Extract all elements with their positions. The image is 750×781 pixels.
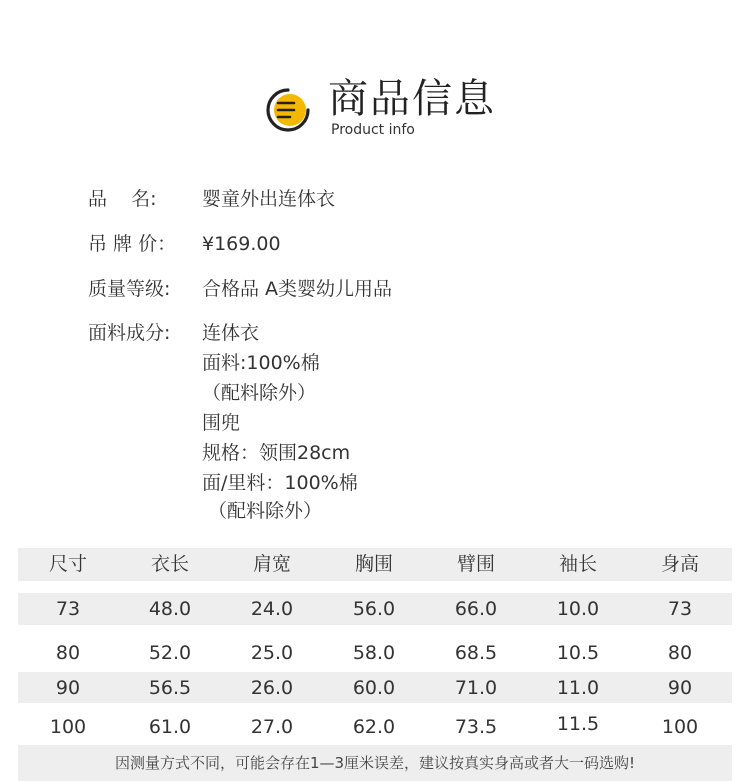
composition-line: 规格：领围28cm — [202, 442, 351, 464]
table-cell: 90 — [667, 677, 693, 699]
composition-line: 面/里料：100%棉 — [202, 472, 358, 494]
info-value: ¥169.00 — [202, 233, 281, 255]
table-cell: 61.0 — [148, 716, 192, 738]
table-cell: 52.0 — [148, 642, 192, 664]
composition-line: （配料除外） — [202, 382, 317, 404]
table-cell: 48.0 — [148, 598, 192, 620]
table-header-cell: 尺寸 — [48, 553, 87, 575]
table-header-cell: 臂围 — [456, 553, 495, 575]
info-label: 吊 牌 价： — [88, 233, 177, 255]
table-cell: 56.0 — [352, 598, 396, 620]
table-cell: 10.5 — [556, 642, 600, 664]
table-cell: 62.0 — [352, 716, 396, 738]
composition-line: 围兜 — [202, 412, 241, 434]
page-subtitle: Product info — [331, 122, 415, 138]
table-cell: 68.5 — [454, 642, 498, 664]
table-cell: 73 — [667, 598, 693, 620]
table-cell: 73 — [55, 598, 81, 620]
composition-line: 面料:100%棉 — [202, 352, 320, 374]
table-cell: 71.0 — [454, 677, 498, 699]
composition-line: （配料除外） — [202, 500, 323, 522]
table-cell: 26.0 — [250, 677, 294, 699]
info-label: 品 名: — [88, 188, 157, 210]
table-cell: 27.0 — [250, 716, 294, 738]
table-header-cell: 肩宽 — [252, 553, 291, 575]
table-cell: 10.0 — [556, 598, 600, 620]
table-header-cell: 衣长 — [150, 553, 189, 575]
page-title: 商品信息 — [328, 76, 496, 122]
table-cell: 60.0 — [352, 677, 396, 699]
table-header-cell: 身高 — [660, 553, 699, 575]
table-cell: 58.0 — [352, 642, 396, 664]
table-cell: 66.0 — [454, 598, 498, 620]
table-cell: 11.5 — [556, 713, 600, 735]
table-cell: 11.0 — [556, 677, 600, 699]
table-cell: 100 — [661, 716, 699, 738]
section-header — [0, 72, 750, 142]
document-list-icon — [264, 86, 312, 134]
table-cell: 25.0 — [250, 642, 294, 664]
info-label: 质量等级: — [88, 278, 171, 300]
table-cell: 56.5 — [148, 677, 192, 699]
info-value: 连体衣 — [202, 322, 260, 344]
info-value: 婴童外出连体衣 — [202, 188, 336, 210]
table-cell: 80 — [55, 642, 81, 664]
table-header-cell: 袖长 — [558, 553, 597, 575]
table-cell: 90 — [55, 677, 81, 699]
table-cell: 100 — [49, 716, 87, 738]
table-header-cell: 胸围 — [354, 553, 393, 575]
table-cell: 73.5 — [454, 716, 498, 738]
info-value: 合格品 A类婴幼儿用品 — [202, 278, 393, 300]
measurement-note: 因测量方式不同，可能会存在1—3厘米误差，建议按真实身高或者大一码选购! — [114, 754, 636, 772]
info-label: 面料成分: — [88, 322, 171, 344]
table-cell: 80 — [667, 642, 693, 664]
table-cell: 24.0 — [250, 598, 294, 620]
